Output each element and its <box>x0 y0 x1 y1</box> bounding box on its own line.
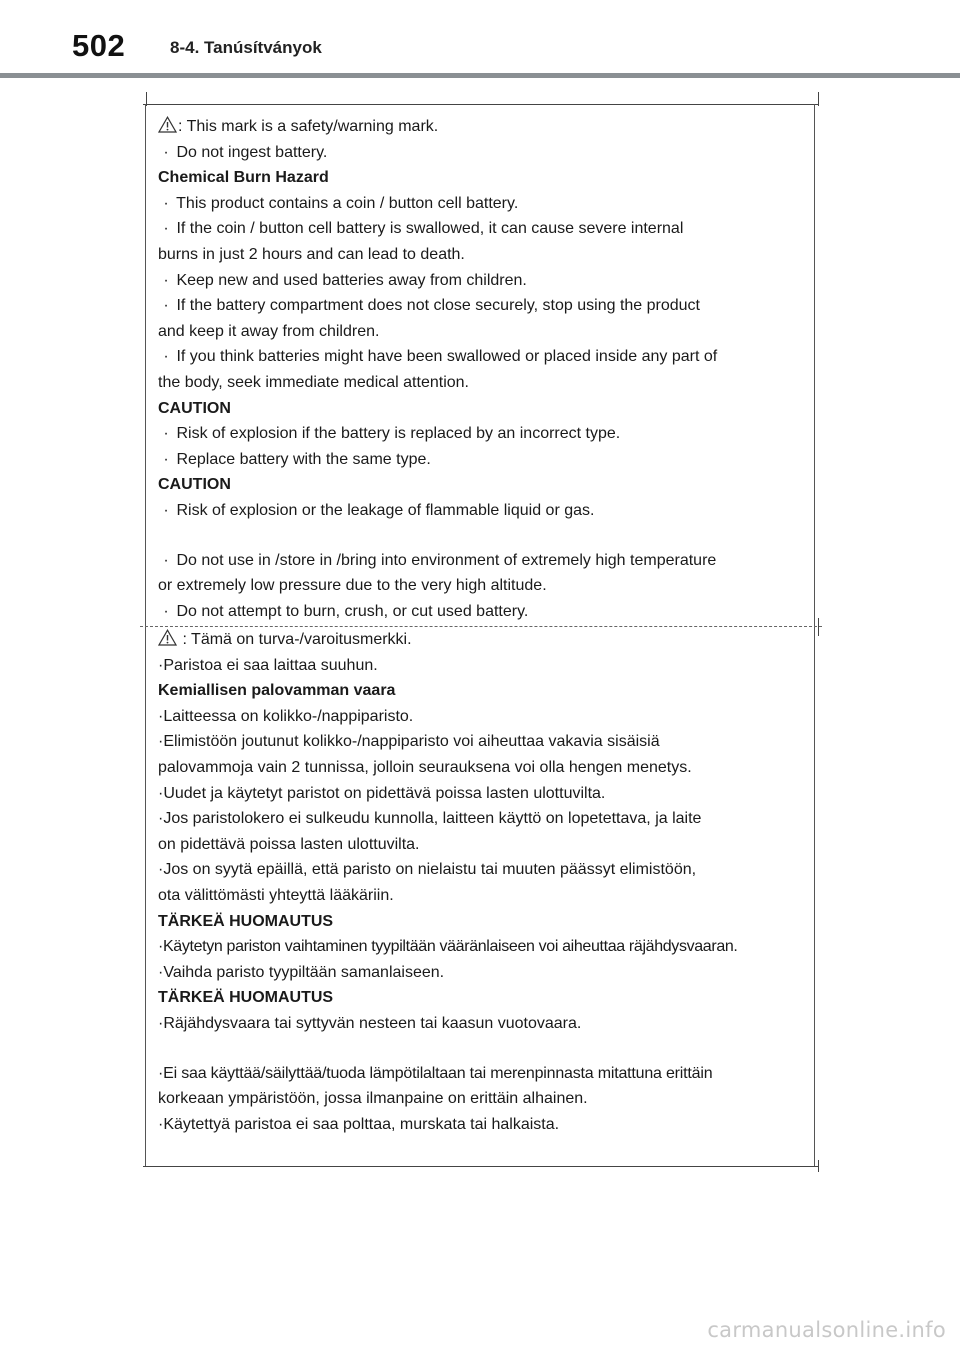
bullet-item: · This product contains a coin / button cell battery. <box>163 194 519 212</box>
watermark: carmanualsonline.info <box>707 1318 946 1342</box>
english-notice <box>158 114 803 624</box>
continuation-line: on pidettävä poissa lasten ulottuvilta. <box>158 835 420 853</box>
continuation-line: korkeaan ympäristöön, jossa ilmanpaine on erittäin alhainen. <box>158 1090 588 1108</box>
continuation-line: burns in just 2 hours and can lead to death. <box>158 245 465 263</box>
bullet-item: · Do not ingest battery. <box>163 143 328 161</box>
continuation-line: palovammoja vain 2 tunnissa, jolloin seurauksena voi olla hengen menetys. <box>158 758 692 776</box>
page-header <box>0 0 960 80</box>
bullet-item: · If the battery compartment does not close securely, stop using the product <box>163 297 700 315</box>
warning-triangle-icon <box>158 116 177 133</box>
bullet-item: · Replace battery with the same type. <box>163 450 431 468</box>
crop-mark <box>146 92 147 106</box>
notice-box-bottom-border <box>143 1166 819 1167</box>
crop-mark <box>818 92 819 106</box>
spacer <box>158 1037 803 1061</box>
bullet-item: · Do not attempt to burn, crush, or cut used battery. <box>163 602 529 620</box>
bullet-item: ·Jos paristolokero ei sulkeudu kunnolla, laitteen käyttö on lopetettava, ja laite <box>158 810 702 828</box>
bullet-item: ·Vaihda paristo tyypiltään samanlaiseen. <box>158 963 445 981</box>
heading-important-notice: TÄRKEÄ HUOMAUTUS <box>158 989 334 1007</box>
heading-important-notice: TÄRKEÄ HUOMAUTUS <box>158 912 334 930</box>
bullet-item: ·Käytetyn pariston vaihtaminen tyypiltään vääränlaiseen voi aiheuttaa räjähdysvaaran. <box>158 938 738 956</box>
bullet-item: · If the coin / button cell battery is swallowed, it can cause severe internal <box>163 220 684 238</box>
bullet-item: · Risk of explosion if the battery is replaced by an incorrect type. <box>163 425 621 443</box>
bullet-item: · Keep new and used batteries away from children. <box>163 271 527 289</box>
crop-mark <box>818 1160 819 1172</box>
warning-mark-line: : This mark is a safety/warning mark. <box>158 114 803 140</box>
bullet-item: · Do not use in /store in /bring into environment of extremely high temperature <box>163 551 717 569</box>
bullet-item: ·Elimistöön joutunut kolikko-/nappiparisto voi aiheuttaa vakavia sisäisiä <box>158 733 660 751</box>
bullet-item: ·Paristoa ei saa laittaa suuhun. <box>158 656 378 674</box>
bullet-item: ·Räjähdysvaara tai syttyvän nesteen tai kaasun vuotovaara. <box>158 1014 582 1032</box>
section-title: 8-4. Tanúsítványok <box>170 38 322 57</box>
finnish-notice <box>158 627 803 1137</box>
header-rule <box>0 73 960 78</box>
bullet-item: · Risk of explosion or the leakage of flammable liquid or gas. <box>163 501 595 519</box>
bullet-item: ·Uudet ja käytetyt paristot on pidettävä poissa lasten ulottuvilta. <box>158 784 606 802</box>
crop-mark <box>818 618 819 636</box>
continuation-line: or extremely low pressure due to the very high altitude. <box>158 577 547 595</box>
heading-chemical-burn: Kemiallisen palovamman vaara <box>158 682 396 700</box>
warning-triangle-icon <box>158 629 177 646</box>
continuation-line: ota välittömästi yhteyttä lääkäriin. <box>158 886 394 904</box>
continuation-line: and keep it away from children. <box>158 322 380 340</box>
bullet-item: ·Käytettyä paristoa ei saa polttaa, murskata tai halkaista. <box>158 1115 560 1133</box>
spacer <box>158 524 803 548</box>
bullet-item: ·Laitteessa on kolikko-/nappiparisto. <box>158 707 414 725</box>
bullet-item: ·Ei saa käyttää/säilyttää/tuoda lämpötilaltaan tai merenpinnasta mitattuna erittäin <box>158 1064 713 1082</box>
bullet-item: · If you think batteries might have been swallowed or placed inside any part of <box>163 348 718 366</box>
heading-chemical-burn: Chemical Burn Hazard <box>158 169 329 187</box>
warning-mark-line: : Tämä on turva-/varoitusmerkki. <box>158 627 803 653</box>
heading-caution: CAUTION <box>158 399 231 417</box>
page-number: 502 <box>72 28 126 63</box>
bullet-item: ·Jos on syytä epäillä, että paristo on nielaistu tai muuten päässyt elimistöön, <box>158 861 697 879</box>
continuation-line: the body, seek immediate medical attention. <box>158 373 469 391</box>
heading-caution: CAUTION <box>158 476 231 494</box>
